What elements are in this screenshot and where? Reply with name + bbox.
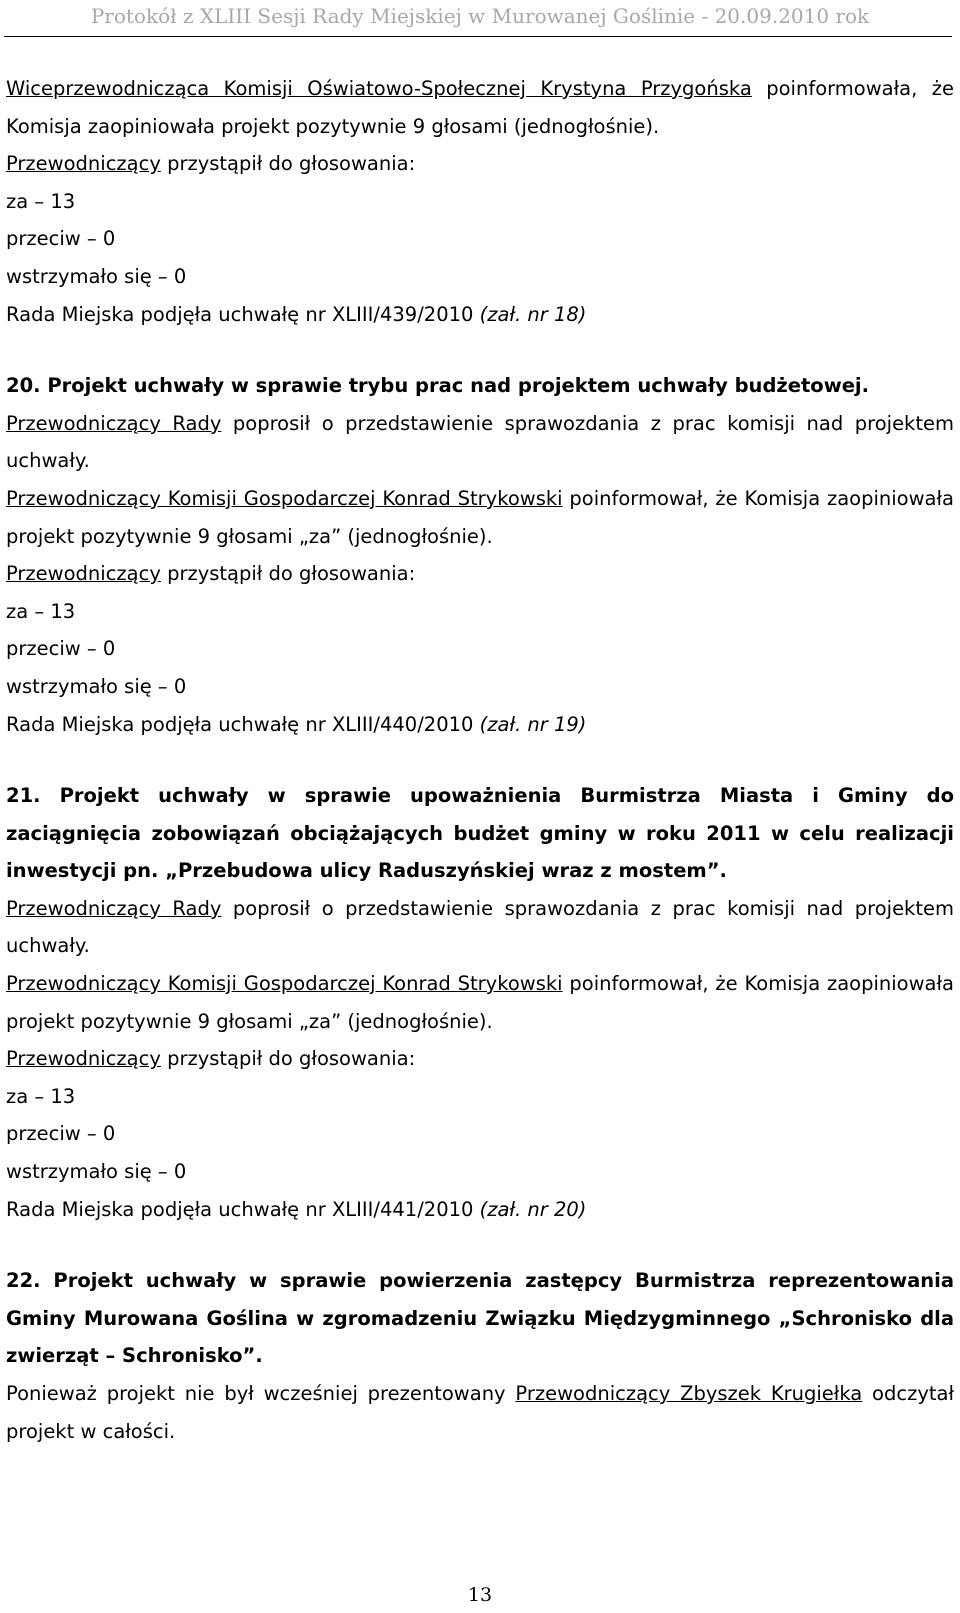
- vote-intro-text: przystąpił do głosowania:: [160, 1047, 416, 1071]
- resolution-line: [6, 296, 954, 334]
- reading-text-before: Ponieważ projekt nie był wcześniej prezentowany: [6, 1382, 516, 1405]
- chair-name: Przewodniczący Zbyszek Krugiełka: [515, 1382, 863, 1405]
- report-text: poinformował, że Komisja zaopiniowała projekt pozytywnie 9 głosami „za” (jednogłośnie).: [6, 972, 954, 1033]
- committee-chair: Przewodniczący Komisji Gospodarczej Konrad Strykowski: [6, 486, 563, 510]
- agenda-item-heading: 22. Projekt uchwały w sprawie powierzenia zastępcy Burmistrza reprezentowania Gminy Murowana Goślina w zgromadzeniu Związku Międzygminnego „Schronisko dla zwierząt – Schronisko”.: [6, 1269, 954, 1368]
- vote-for: za – 13: [6, 189, 76, 213]
- committee-chair: Przewodniczący Komisji Gospodarczej Konrad Strykowski: [6, 972, 563, 996]
- document-body: [6, 70, 954, 1450]
- report-text: poinformował, że Komisja zaopiniowała projekt pozytywnie 9 głosami „za” (jednogłośnie).: [6, 486, 954, 548]
- chair-name: Przewodniczący: [6, 1047, 161, 1071]
- committee-report-paragraph: [6, 965, 954, 1040]
- vote-abstain: wstrzymało się – 0: [6, 674, 187, 698]
- report-text: poinformowała, że Komisja zaopiniowała projekt pozytywnie 9 głosami (jednogłośnie).: [6, 77, 954, 138]
- attachment-ref: (zał. nr 18): [479, 302, 587, 326]
- vote-intro: [6, 145, 954, 183]
- request-paragraph: [6, 890, 954, 965]
- chair-name: Przewodniczący: [6, 562, 161, 586]
- committee-report-paragraph: [6, 480, 954, 555]
- chair-name: Przewodniczący: [6, 152, 161, 176]
- resolution-line: [6, 706, 954, 744]
- resolution-text: Rada Miejska podjęła uchwałę nr XLIII/441/2010: [6, 1197, 480, 1221]
- vote-for: za – 13: [6, 1084, 76, 1108]
- header-divider: [4, 36, 952, 37]
- vote-against: przeciw – 0: [6, 227, 116, 251]
- request-text: poprosił o przedstawienie sprawozdania z prac komisji nad projektem uchwały.: [6, 411, 954, 473]
- vote-abstain: wstrzymało się – 0: [6, 264, 187, 288]
- vote-intro: [6, 555, 954, 593]
- vote-intro: [6, 1040, 954, 1078]
- vote-against: przeciw – 0: [6, 637, 116, 661]
- request-text: poprosił o przedstawienie sprawozdania z prac komisji nad projektem uchwały.: [6, 896, 954, 958]
- reading-text-after: odczytał projekt w całości.: [6, 1382, 954, 1443]
- vote-for: za – 13: [6, 599, 76, 623]
- page-header: Protokół z XLIII Sesji Rady Miejskiej w Murowanej Goślinie - 20.09.2010 rok: [90, 4, 870, 28]
- reading-paragraph: [6, 1375, 954, 1450]
- resolution-text: Rada Miejska podjęła uchwałę nr XLIII/440/2010: [6, 712, 480, 736]
- agenda-item-heading: 21. Projekt uchwały w sprawie upoważnienia Burmistrza Miasta i Gminy do zaciągnięcia zobowiązań obciążających budżet gminy w roku 2011 w celu realizacji inwestycji pn. „Przebudowa ulicy Raduszyńskiej wraz z mostem”.: [6, 784, 954, 883]
- vote-against: przeciw – 0: [6, 1122, 116, 1146]
- attachment-ref: (zał. nr 20): [479, 1197, 587, 1221]
- chair-rady: Przewodniczący Rady: [6, 411, 222, 435]
- vote-abstain: wstrzymało się – 0: [6, 1160, 187, 1184]
- vote-intro-text: przystąpił do głosowania:: [160, 562, 416, 586]
- attachment-ref: (zał. nr 19): [479, 712, 587, 736]
- committee-report-paragraph: [6, 70, 954, 145]
- request-paragraph: [6, 405, 954, 480]
- page-number: 13: [467, 1584, 493, 1606]
- resolution-text: Rada Miejska podjęła uchwałę nr XLIII/439/2010: [6, 302, 480, 326]
- resolution-line: [6, 1191, 954, 1229]
- agenda-item-heading: 20. Projekt uchwały w sprawie trybu prac nad projektem uchwały budżetowej.: [6, 374, 870, 398]
- speaker-name: Wiceprzewodnicząca Komisji Oświatowo-Społecznej Krystyna Przygońska: [6, 77, 752, 100]
- chair-rady: Przewodniczący Rady: [6, 896, 222, 920]
- vote-intro-text: przystąpił do głosowania:: [160, 152, 416, 176]
